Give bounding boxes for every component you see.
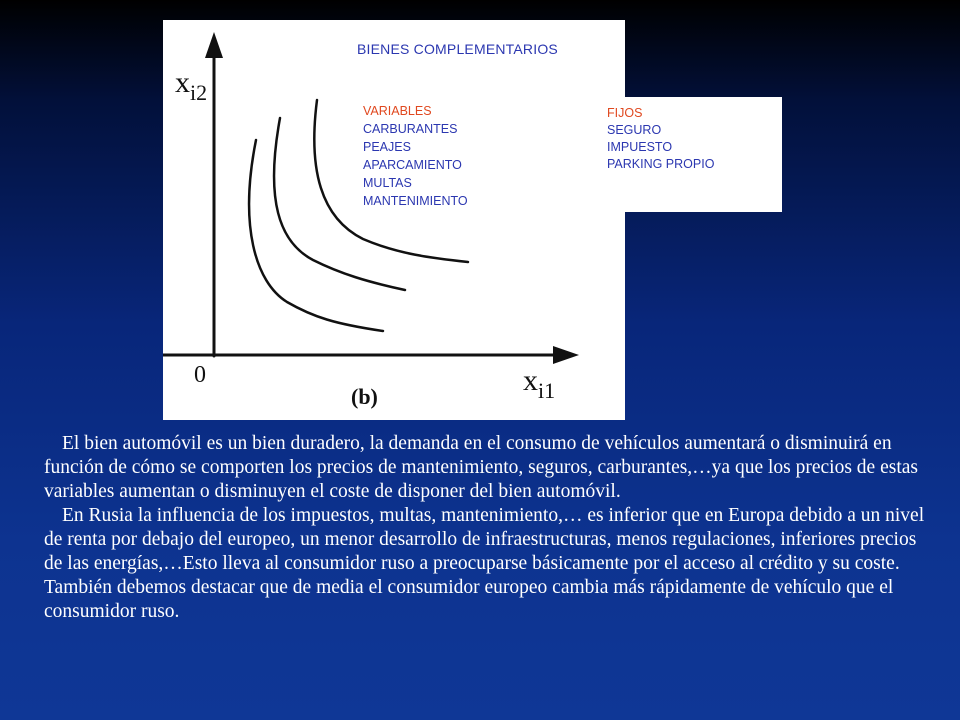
variable-cost-item: PEAJES: [363, 140, 411, 154]
fixed-cost-item: PARKING PROPIO: [607, 157, 715, 171]
panel-label: (b): [351, 384, 378, 409]
x-axis-label: $x_{i1}$: [523, 364, 556, 403]
origin-label: 0: [194, 362, 206, 388]
indifference-curve-diagram: [163, 20, 625, 420]
variable-cost-item: APARCAMIENTO: [363, 158, 462, 172]
variable-cost-item: MANTENIMIENTO: [363, 194, 468, 208]
fixed-cost-item: SEGURO: [607, 123, 662, 137]
y-axis-arrowhead: [205, 32, 223, 58]
figure-title: BIENES COMPLEMENTARIOS: [357, 41, 558, 57]
y-axis-label: $x_{i2}$: [175, 66, 208, 105]
paragraph-1: El bien automóvil es un bien duradero, la demanda en el consumo de vehículos aumentará o disminuirá en función de cómo se comporten los precios de mantenimiento, seguros, carburantes,…ya que los precios de estas variables aumentan o disminuyen el coste de disponer del bien automóvil.: [44, 433, 918, 502]
variable-costs-list: [363, 102, 468, 210]
variable-cost-item: MULTAS: [363, 176, 412, 190]
variable-costs-heading: VARIABLES: [363, 104, 432, 118]
paragraph-2: En Rusia la influencia de los impuestos, multas, mantenimiento,… es inferior que en Europa debido a un nivel de renta por debajo del europeo, un menor desarrollo de infraestructuras, menos regulaciones, inferiores precios de las energías,…Esto lleva al consumidor ruso a preocuparse básicamente por el acceso al crédito y su coste. También debemos destacar que de media el consumidor europeo cambia más rápidamente de vehículo que el consumidor ruso.: [44, 505, 925, 622]
variable-cost-item: CARBURANTES: [363, 122, 458, 136]
fixed-costs-heading: FIJOS: [607, 106, 643, 120]
fixed-costs-box: [598, 97, 782, 212]
x-axis-arrowhead: [553, 346, 579, 364]
indifference-curve-figure: [163, 20, 625, 420]
fixed-cost-item: IMPUESTO: [607, 140, 673, 154]
body-text: [44, 432, 934, 624]
fixed-costs-list: [607, 105, 714, 173]
